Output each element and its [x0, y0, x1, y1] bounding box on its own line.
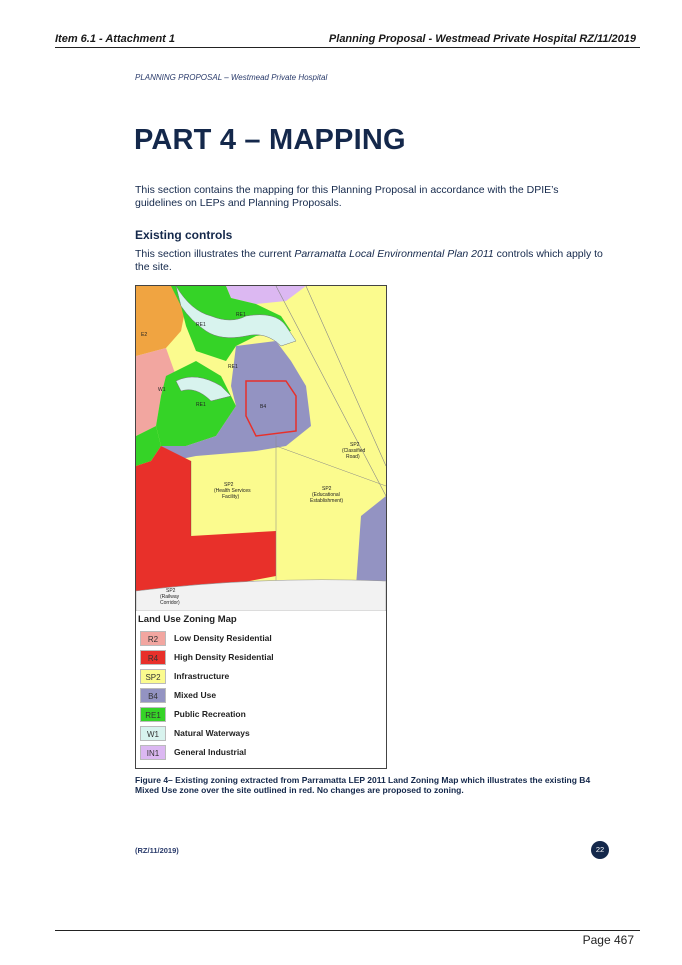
page-header: [55, 33, 640, 48]
map-label-e2: E2: [141, 332, 148, 338]
section-heading: Existing controls: [135, 228, 233, 242]
header-left: Item 6.1 - Attachment 1: [55, 33, 176, 45]
document-page-number: 22: [591, 841, 609, 859]
map-label-re1: RE1: [196, 402, 206, 408]
map-label-sp2-edu: SP2: [322, 486, 332, 492]
legend-swatch: SP2: [140, 669, 166, 684]
legend-title: Land Use Zoning Map: [138, 614, 237, 625]
map-label-sp2-edu-desc: (Educational: [312, 492, 340, 498]
map-label-sp2-health: SP2: [224, 482, 234, 488]
legend-item-r4: [140, 650, 380, 666]
document-subtitle: PLANNING PROPOSAL – Westmead Private Hospital: [135, 73, 328, 82]
map-label-sp2-edu-desc: Establishment): [310, 498, 344, 504]
legend-label: Low Density Residential: [174, 633, 272, 643]
legend-item-sp2: [140, 669, 380, 685]
map-label-sp2-health-desc: (Health Services: [214, 488, 251, 494]
map-label-w1: W1: [158, 387, 166, 393]
intro-paragraph: This section contains the mapping for this Planning Proposal in accordance with the DPIE’s guidelines on LEPs and Planning Proposals.: [135, 184, 559, 209]
map-label-sp2-rail-desc: Corridor): [160, 600, 180, 606]
legend-item-r2: [140, 631, 380, 647]
section-paragraph: [135, 248, 605, 274]
legend-item-b4: [140, 688, 380, 704]
legend-label: General Industrial: [174, 747, 247, 757]
map-label-re1: RE1: [196, 322, 206, 328]
map-label-sp2-health-desc: Facility): [222, 494, 240, 500]
legend-swatch: R2: [140, 631, 166, 646]
legend-label: High Density Residential: [174, 652, 274, 662]
header-right: Planning Proposal - Westmead Private Hospital RZ/11/2019: [328, 33, 636, 45]
legend-swatch: IN1: [140, 745, 166, 760]
reference-code: (RZ/11/2019): [135, 846, 179, 855]
map-label-sp2-rail: SP2: [166, 588, 176, 594]
page-footer: [55, 930, 640, 947]
section-text-before: This section illustrates the current: [135, 248, 295, 260]
map-label-sp2-road-desc: (Classified: [342, 448, 366, 454]
legend-label: Natural Waterways: [174, 728, 250, 738]
map-label-sp2-rail-desc: (Railway: [160, 594, 180, 600]
page-title: PART 4 – MAPPING: [134, 124, 406, 156]
zoning-map-image: [136, 286, 386, 611]
footer-page-number: Page 467: [582, 933, 634, 947]
map-label-sp2-road-desc: Road): [346, 454, 360, 460]
legend-item-in1: [140, 745, 380, 761]
map-label-re1: RE1: [228, 364, 238, 370]
legend-label: Mixed Use: [174, 690, 217, 700]
map-label-re1: RE1: [236, 312, 246, 318]
legend-label: Public Recreation: [174, 709, 246, 719]
legend-label: Infrastructure: [174, 671, 230, 681]
legend-swatch: RE1: [140, 707, 166, 722]
figure-caption: Figure 4– Existing zoning extracted from Parramatta LEP 2011 Land Zoning Map which illustrates the existing B4 Mixed Use zone over the site outlined in red. No changes are proposed to zoning.: [135, 775, 591, 795]
section-text-after: controls which apply to the site.: [135, 248, 603, 273]
map-label-sp2-road: SP2: [350, 442, 360, 448]
section-text-italic: Parramatta Local Environmental Plan 2011: [294, 248, 494, 260]
legend-swatch: W1: [140, 726, 166, 741]
map-label-b4: B4: [260, 404, 267, 410]
legend-swatch: B4: [140, 688, 166, 703]
legend-swatch: R4: [140, 650, 166, 665]
legend-item-re1: [140, 707, 380, 723]
zoning-map-figure: [135, 285, 387, 769]
legend-item-w1: [140, 726, 380, 742]
